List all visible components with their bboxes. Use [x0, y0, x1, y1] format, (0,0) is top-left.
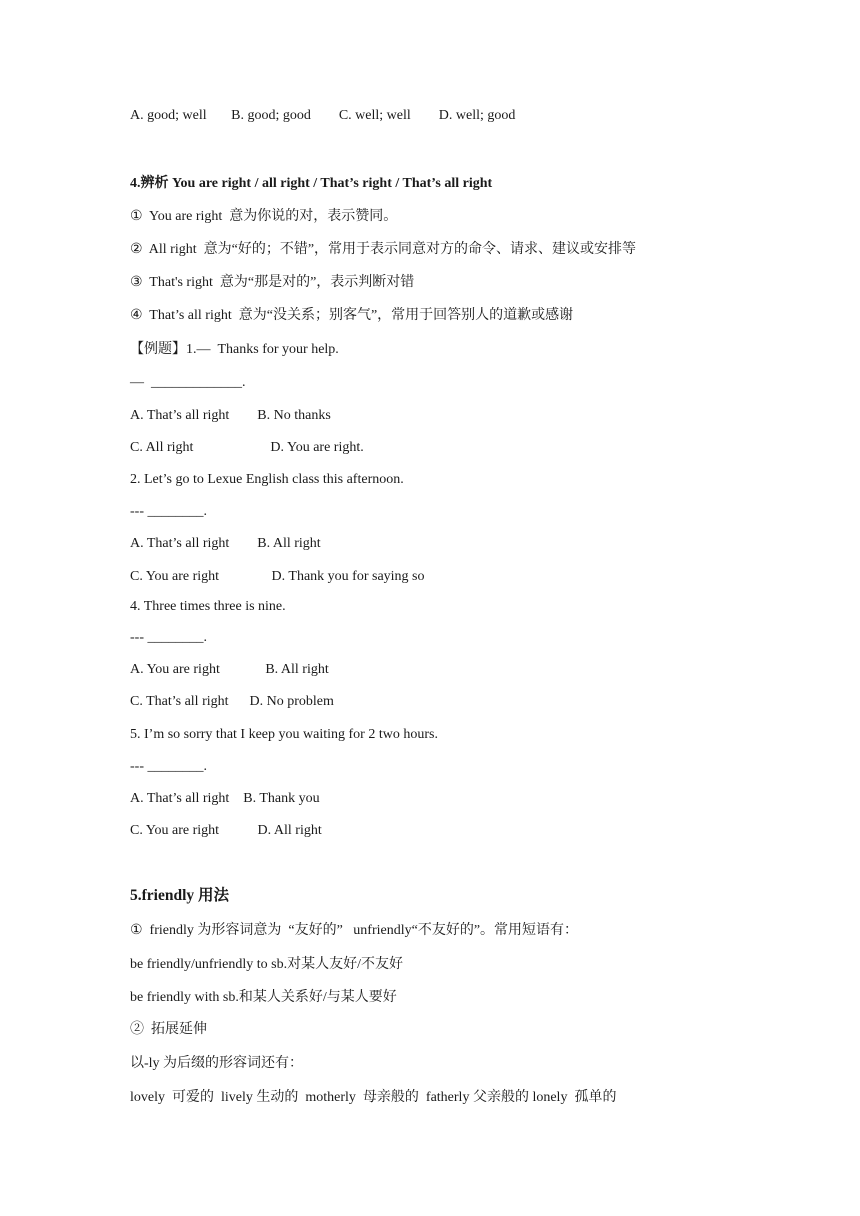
- options-line: A. good; well B. good; good C. well; well D. well; good: [130, 108, 516, 123]
- section-4-title: 4.辨析 You are right / all right / That’s right / That’s all right: [130, 176, 493, 191]
- example-4-options-cd: C. That’s all right D. No problem: [130, 694, 334, 709]
- example-5-prompt: 5. I’m so sorry that I keep you waiting for 2 two hours.: [130, 727, 438, 742]
- example-5-answer: --- ________.: [130, 759, 207, 774]
- example-4-answer: --- ________.: [130, 630, 207, 645]
- friendly-line-1: ① friendly 为形容词意为 “友好的” unfriendly“不友好的”。常用短语有：: [130, 923, 579, 938]
- friendly-line-6: lovely 可爱的 lively 生动的 motherly 母亲般的 fatherly 父亲般的 lonely 孤单的: [130, 1090, 617, 1105]
- point-2: ② All right 意为“好的；不错”，常用于表示同意对方的命令、请求、建议或安排等: [130, 242, 637, 257]
- example-1-prompt: 【例题】1.— Thanks for your help.: [130, 342, 339, 357]
- example-4-prompt: 4. Three times three is nine.: [130, 599, 286, 614]
- point-1: ① You are right 意为你说的对，表示赞同。: [130, 209, 398, 224]
- example-5-options-cd: C. You are right D. All right: [130, 823, 322, 838]
- friendly-line-4: ② 拓展延伸: [130, 1022, 207, 1037]
- point-3: ③ That's right 意为“那是对的”，表示判断对错: [130, 275, 415, 290]
- example-1-options-cd: C. All right D. You are right.: [130, 440, 364, 455]
- example-2-answer: --- ________.: [130, 504, 207, 519]
- example-2-options-ab: A. That’s all right B. All right: [130, 536, 321, 551]
- example-1-answer: — _____________.: [130, 375, 246, 390]
- example-2-prompt: 2. Let’s go to Lexue English class this afternoon.: [130, 472, 404, 487]
- example-1-options-ab: A. That’s all right B. No thanks: [130, 408, 331, 423]
- example-4-options-ab: A. You are right B. All right: [130, 662, 329, 677]
- example-2-options-cd: C. You are right D. Thank you for saying so: [130, 569, 425, 584]
- friendly-line-5: 以-ly 为后缀的形容词还有：: [130, 1056, 304, 1071]
- example-5-options-ab: A. That’s all right B. Thank you: [130, 791, 320, 806]
- point-4: ④ That’s all right 意为“没关系；别客气”，常用于回答别人的道歉或感谢: [130, 308, 574, 323]
- friendly-line-3: be friendly with sb.和某人关系好/与某人要好: [130, 990, 397, 1005]
- friendly-line-2: be friendly/unfriendly to sb.对某人友好/不友好: [130, 957, 403, 972]
- section-5-title: 5.friendly 用法: [130, 887, 230, 904]
